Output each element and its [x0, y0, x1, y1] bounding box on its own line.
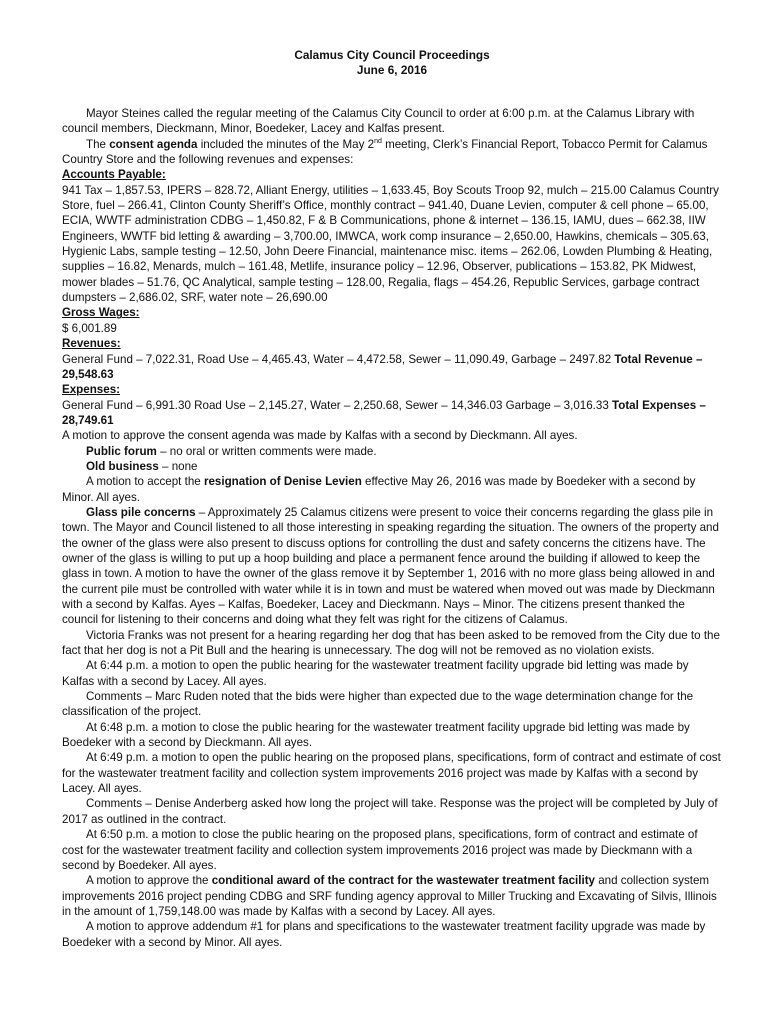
- paragraph-consent-agenda: The consent agenda included the minutes of the May 2nd meeting, Clerk’s Financial Report, Tobacco Permit for Calamus Country Store and the following revenues and expenses:: [62, 137, 708, 167]
- paragraph-revenues: General Fund – 7,022.31, Road Use – 4,465.43, Water – 4,472.58, Sewer – 11,090.49, Garbage – 2497.82 Total Revenue – 29,548.63: [62, 352, 703, 381]
- heading-revenues: Revenues:: [62, 337, 121, 351]
- paragraph-expenses: General Fund – 6,991.30 Road Use – 2,145.27, Water – 2,250.68, Sewer – 14,346.03 Garbage – 3,016.33 Total Expenses – 28,749.61: [62, 398, 706, 427]
- paragraph-contract-award: A motion to approve the conditional award of the contract for the wastewater treatment facility and collection system improvements 2016 project pending CDBG and SRF funding agency approval to Miller Trucking and Excavating of Silvis, Illinois in the amount of 1,759,148.00 was made by Kalfas with a second by Lacey. All ayes.: [62, 874, 717, 918]
- paragraph-accounts-payable: 941 Tax – 1,857.53, IPERS – 828.72, Alliant Energy, utilities – 1,633.45, Boy Scouts Troop 92, mulch – 215.00 Calamus Country Store, fuel – 266.41, Clinton County Sheriff’s Office, monthly contract – 941.40, Duane Levien, computer & cell phone – 65.00, ECIA, WWTF administration CDBG – 1,450.82, F & B Communications, phone & internet – 136.15, IAMU, dues – 662.38, IIW Engineers, WWTF bid letting & awarding – 3,700.00, IMWCA, work comp insurance – 2,650.00, Hawkins, chemicals – 305.63, Hygienic Labs, sample testing – 12.50, John Deere Financial, maintenance misc. items – 262.06, Lowden Plumbing & Heating, supplies – 16.82, Menards, mulch – 161.48, Metlife, insurance policy – 12.96, Observer, publications – 153.82, PK Midwest, mower blades – 51.76, QC Analytical, sample testing – 128.00, Regalia, flags – 454.26, Republic Services, garbage contract dumpsters – 2,686.02, SRF, water note – 26,690.00: [62, 183, 719, 305]
- heading-accounts-payable: Accounts Payable:: [62, 168, 166, 182]
- paragraph-resignation: A motion to accept the resignation of Denise Levien effective May 26, 2016 was made by Boedeker with a second by Minor. All ayes.: [62, 475, 696, 504]
- document-title: Calamus City Council Proceedings: [294, 48, 490, 62]
- paragraph-hearing-close-650: At 6:50 p.m. a motion to close the public hearing on the proposed plans, specifications, form of contract and estimate of cost for the wastewater treatment facility and collection system improvements 2016 project was made by Dieckmann with a second by Boedeker. All ayes.: [62, 828, 698, 872]
- paragraph-hearing-open-644: At 6:44 p.m. a motion to open the public hearing for the wastewater treatment facility upgrade bid letting was made by Kalfas with a second by Lacey. All ayes.: [62, 659, 689, 688]
- paragraph-motion-consent: A motion to approve the consent agenda was made by Kalfas with a second by Dieckmann. All ayes.: [62, 429, 578, 443]
- heading-expenses: Expenses:: [62, 383, 120, 397]
- paragraph-glass-pile: Glass pile concerns – Approximately 25 Calamus citizens were present to voice their concerns regarding the glass pile in town. The Mayor and Council listened to all those interesting in speaking regarding the situation. The owners of the property and the owner of the glass were also present to discuss options for controlling the dust and safety concerns the citizens have. The owner of the glass is willing to put up a hoop building and place a permanent fence around the building if allowed to keep the glass in town. A motion to have the owner of the glass remove it by September 1, 2016 with no more glass being allowed in and the current pile must be controlled with water while it is in town and must be watered when moved out was made by Dieckmann with a second by Kalfas. Ayes – Kalfas, Boedeker, Lacey and Dieckmann. Nays – Minor. The citizens present thanked the council for listening to their concerns and doing what they felt was right for the citizens of Calamus.: [62, 505, 719, 627]
- paragraph-comments-ruden: Comments – Marc Ruden noted that the bids were higher than expected due to the wage determination change for the classification of the project.: [62, 690, 694, 719]
- paragraph-victoria-franks: Victoria Franks was not present for a hearing regarding her dog that has been asked to be removed from the City due to the fact that her dog is not a Pit Bull and the hearing is unnecessary. The dog will not be removed as no violation exists.: [62, 628, 720, 658]
- document-date: June 6, 2016: [356, 63, 428, 77]
- paragraph-comments-anderberg: Comments – Denise Anderberg asked how long the project will take. Response was the project will be completed by July of 2017 as outlined in the contract.: [62, 797, 718, 826]
- paragraph-gross-wages: $ 6,001.89: [62, 321, 117, 335]
- paragraph-hearing-close-648: At 6:48 p.m. a motion to close the public hearing for the wastewater treatment facility upgrade bid letting was made by Boedeker with a second by Dieckmann. All ayes.: [62, 720, 690, 750]
- paragraph-addendum: A motion to approve addendum #1 for plans and specifications to the wastewater treatment facility upgrade was made by Boedeker with a second by Minor. All ayes.: [62, 920, 706, 949]
- heading-gross-wages: Gross Wages:: [62, 306, 140, 320]
- document-page: [62, 48, 722, 950]
- paragraph-hearing-open-649: At 6:49 p.m. a motion to open the public hearing on the proposed plans, specifications, form of contract and estimate of cost for the wastewater treatment facility and collection system improvements 2016 project was made by Kalfas with a second by Lacey. All ayes.: [62, 751, 721, 796]
- paragraph-call-to-order: Mayor Steines called the regular meeting of the Calamus City Council to order at 6:00 p.m. at the Calamus Library with council members, Dieckmann, Minor, Boedeker, Lacey and Kalfas present.: [62, 107, 695, 136]
- paragraph-old-business: Old business – none: [86, 459, 198, 473]
- paragraph-public-forum: Public forum – no oral or written comments were made.: [86, 444, 377, 458]
